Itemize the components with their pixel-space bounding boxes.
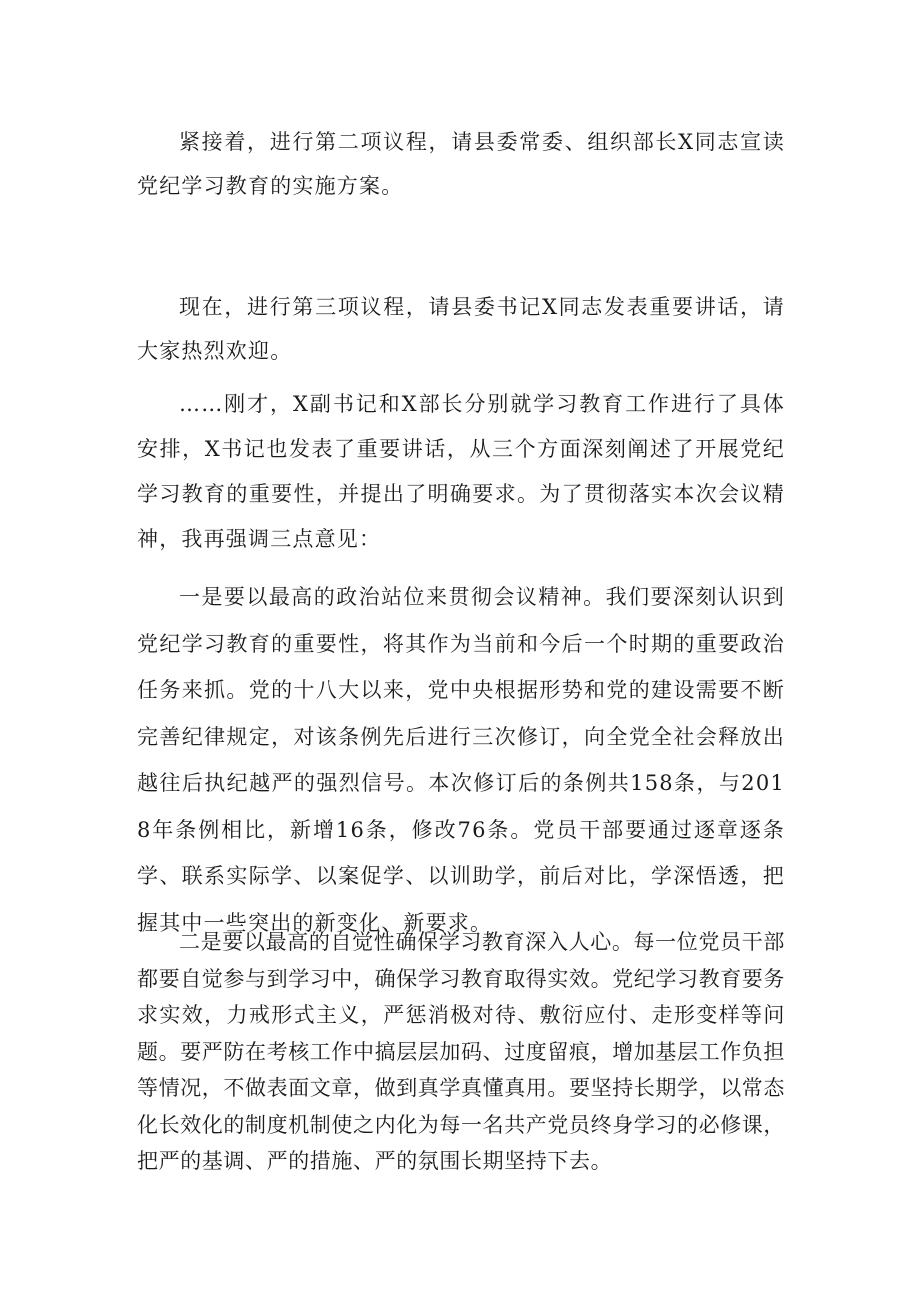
paragraph-closing-remarks-intro: ……刚才，X副书记和X部长分别就学习教育工作进行了具体安排，X书记也发表了重要讲话，从三个方面深刻阐述了开展党纪学习教育的重要性，并提出了明确要求。为了贯彻落实本次会议精神，我再强调三点意见： (137, 392, 785, 551)
paragraph-point-one: 一是要以最高的政治站位来贯彻会议精神。我们要深刻认识到党纪学习教育的重要性，将其作为当前和今后一个时期的重要政治任务来抓。党的十八大以来，党中央根据形势和党的建设需要不断完善纪律规定，对该条例先后进行三次修订，向全党全社会释放出越往后执纪越严的强烈信号。本次修订后的条例共158条，与2018年条例相比，新增16条，修改76条。党员干部要通过逐章逐条学、联系实际学、以案促学、以训助学，前后对比，学深悟透，把握其中一些突出的新变化、新要求。 (137, 585, 785, 935)
paragraph-agenda-second-item: 紧接着，进行第二项议程，请县委常委、组织部长X同志宣读党纪学习教育的实施方案。 (137, 130, 785, 198)
paragraph-agenda-third-item: 现在，进行第三项议程，请县委书记X同志发表重要讲话，请大家热烈欢迎。 (137, 295, 785, 363)
paragraph-point-two: 二是要以最高的自觉性确保学习教育深入人心。每一位党员干部都要自觉参与到学习中，确保学习教育取得实效。党纪学习教育要务求实效，力戒形式主义，严惩消极对待、敷衍应付、走形变样等问题。要严防在考核工作中搞层层加码、过度留痕，增加基层工作负担等情况，不做表面文章，做到真学真懂真用。要坚持长期学，以常态化长效化的制度机制使之内化为每一名共产党员终身学习的必修课，把严的基调、严的措施、严的氛围长期坚持下去。 (137, 930, 785, 1173)
